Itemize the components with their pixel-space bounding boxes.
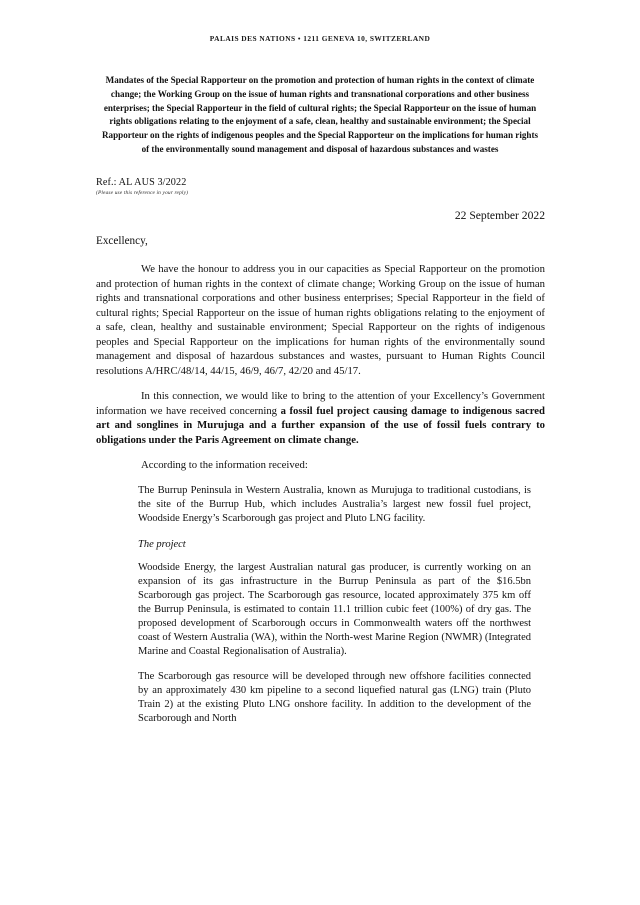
paragraph-opening: We have the honour to address you in our capacities as Special Rapporteur on the promotion and protection of human rights in the context of climate change; Working Group on the issue of human rights and transnational corporations and other business enterprises; Special Rapporteur in the field of cultural rights; Special Rapporteur on the issue of human rights obligations relating to the enjoyment of a safe, clean, healthy and sustainable environment; Special Rapporteur on the rights of indigenous peoples and Special Rapporteur on the implications for human rights of the environmentally sound management and disposal of hazardous substances and wastes, pursuant to Human Rights Council resolutions A/HRC/48/14, 44/15, 46/9, 46/7, 42/20 and 45/17. bbox=[96, 263, 545, 377]
paragraph-connection bbox=[96, 389, 545, 447]
letter-body bbox=[96, 262, 545, 737]
letterhead: PALAIS DES NATIONS • 1211 GENEVA 10, SWITZERLAND bbox=[209, 34, 431, 43]
paragraph-according-to: According to the information received: bbox=[141, 459, 308, 471]
subheading-the-project: The project bbox=[138, 538, 186, 550]
reference-block bbox=[96, 177, 396, 196]
salutation: Excellency, bbox=[96, 235, 148, 247]
paragraph-connection-highlight: a fossil fuel project causing damage to indigenous sacred art and songlines in Murujuga and a further expansion of the use of fossil fuels contrary to obligations under the Paris Agreement on climate change. bbox=[96, 404, 545, 446]
mandate-title: Mandates of the Special Rapporteur on the promotion and protection of human rights in the context of climate change; the Working Group on the issue of human rights and transnational corporations and other business enterprises; the Special Rapporteur in the field of cultural rights; the Special Rapporteur on the issue of human rights obligations relating to the enjoyment of a safe, clean, healthy and sustainable environment; the Special Rapporteur on the rights of indigenous peoples and the Special Rapporteur on the implications for human rights of the environmentally sound management and disposal of hazardous substances and wastes bbox=[101, 75, 539, 155]
quote-woodside-energy: Woodside Energy, the largest Australian natural gas producer, is currently working on an expansion of its gas infrastructure in the Burrup Peninsula as part of the $16.5bn Scarborough gas project. The Scarborough gas resource, located approximately 375 km off the Burrup Peninsula, is estimated to contain 11.1 trillion cubic feet (100%) of dry gas. The proposed development of Scarborough occurs in Commonwealth waters off the northwest coast of Western Australia (WA), within the North-west Marine Region (NWMR) (Integrated Marine and Coastal Regionalisation of Australia). bbox=[138, 561, 531, 658]
quote-burrup-peninsula: The Burrup Peninsula in Western Australia, known as Murujuga to traditional custodians, is the site of the Burrup Hub, which includes Australia’s largest new fossil fuel project, Woodside Energy’s Scarborough gas project and Pluto LNG facility. bbox=[138, 484, 531, 524]
quote-scarborough-resource: The Scarborough gas resource will be developed through new offshore facilities connected by an approximately 430 km pipeline to a second liquefied natural gas (LNG) train (Pluto Train 2) at the existing Pluto LNG onshore facility. In addition to the development of the Scarborough and North bbox=[138, 671, 531, 725]
reference-number: Ref.: AL AUS 3/2022 bbox=[96, 177, 187, 188]
reference-note: (Please use this reference in your reply) bbox=[96, 189, 189, 196]
paragraph-connection-intro: In this connection, we would like to bring to the attention of your Excellency’s Government information we have received concerning bbox=[96, 390, 545, 417]
letter-date: 22 September 2022 bbox=[454, 209, 545, 222]
